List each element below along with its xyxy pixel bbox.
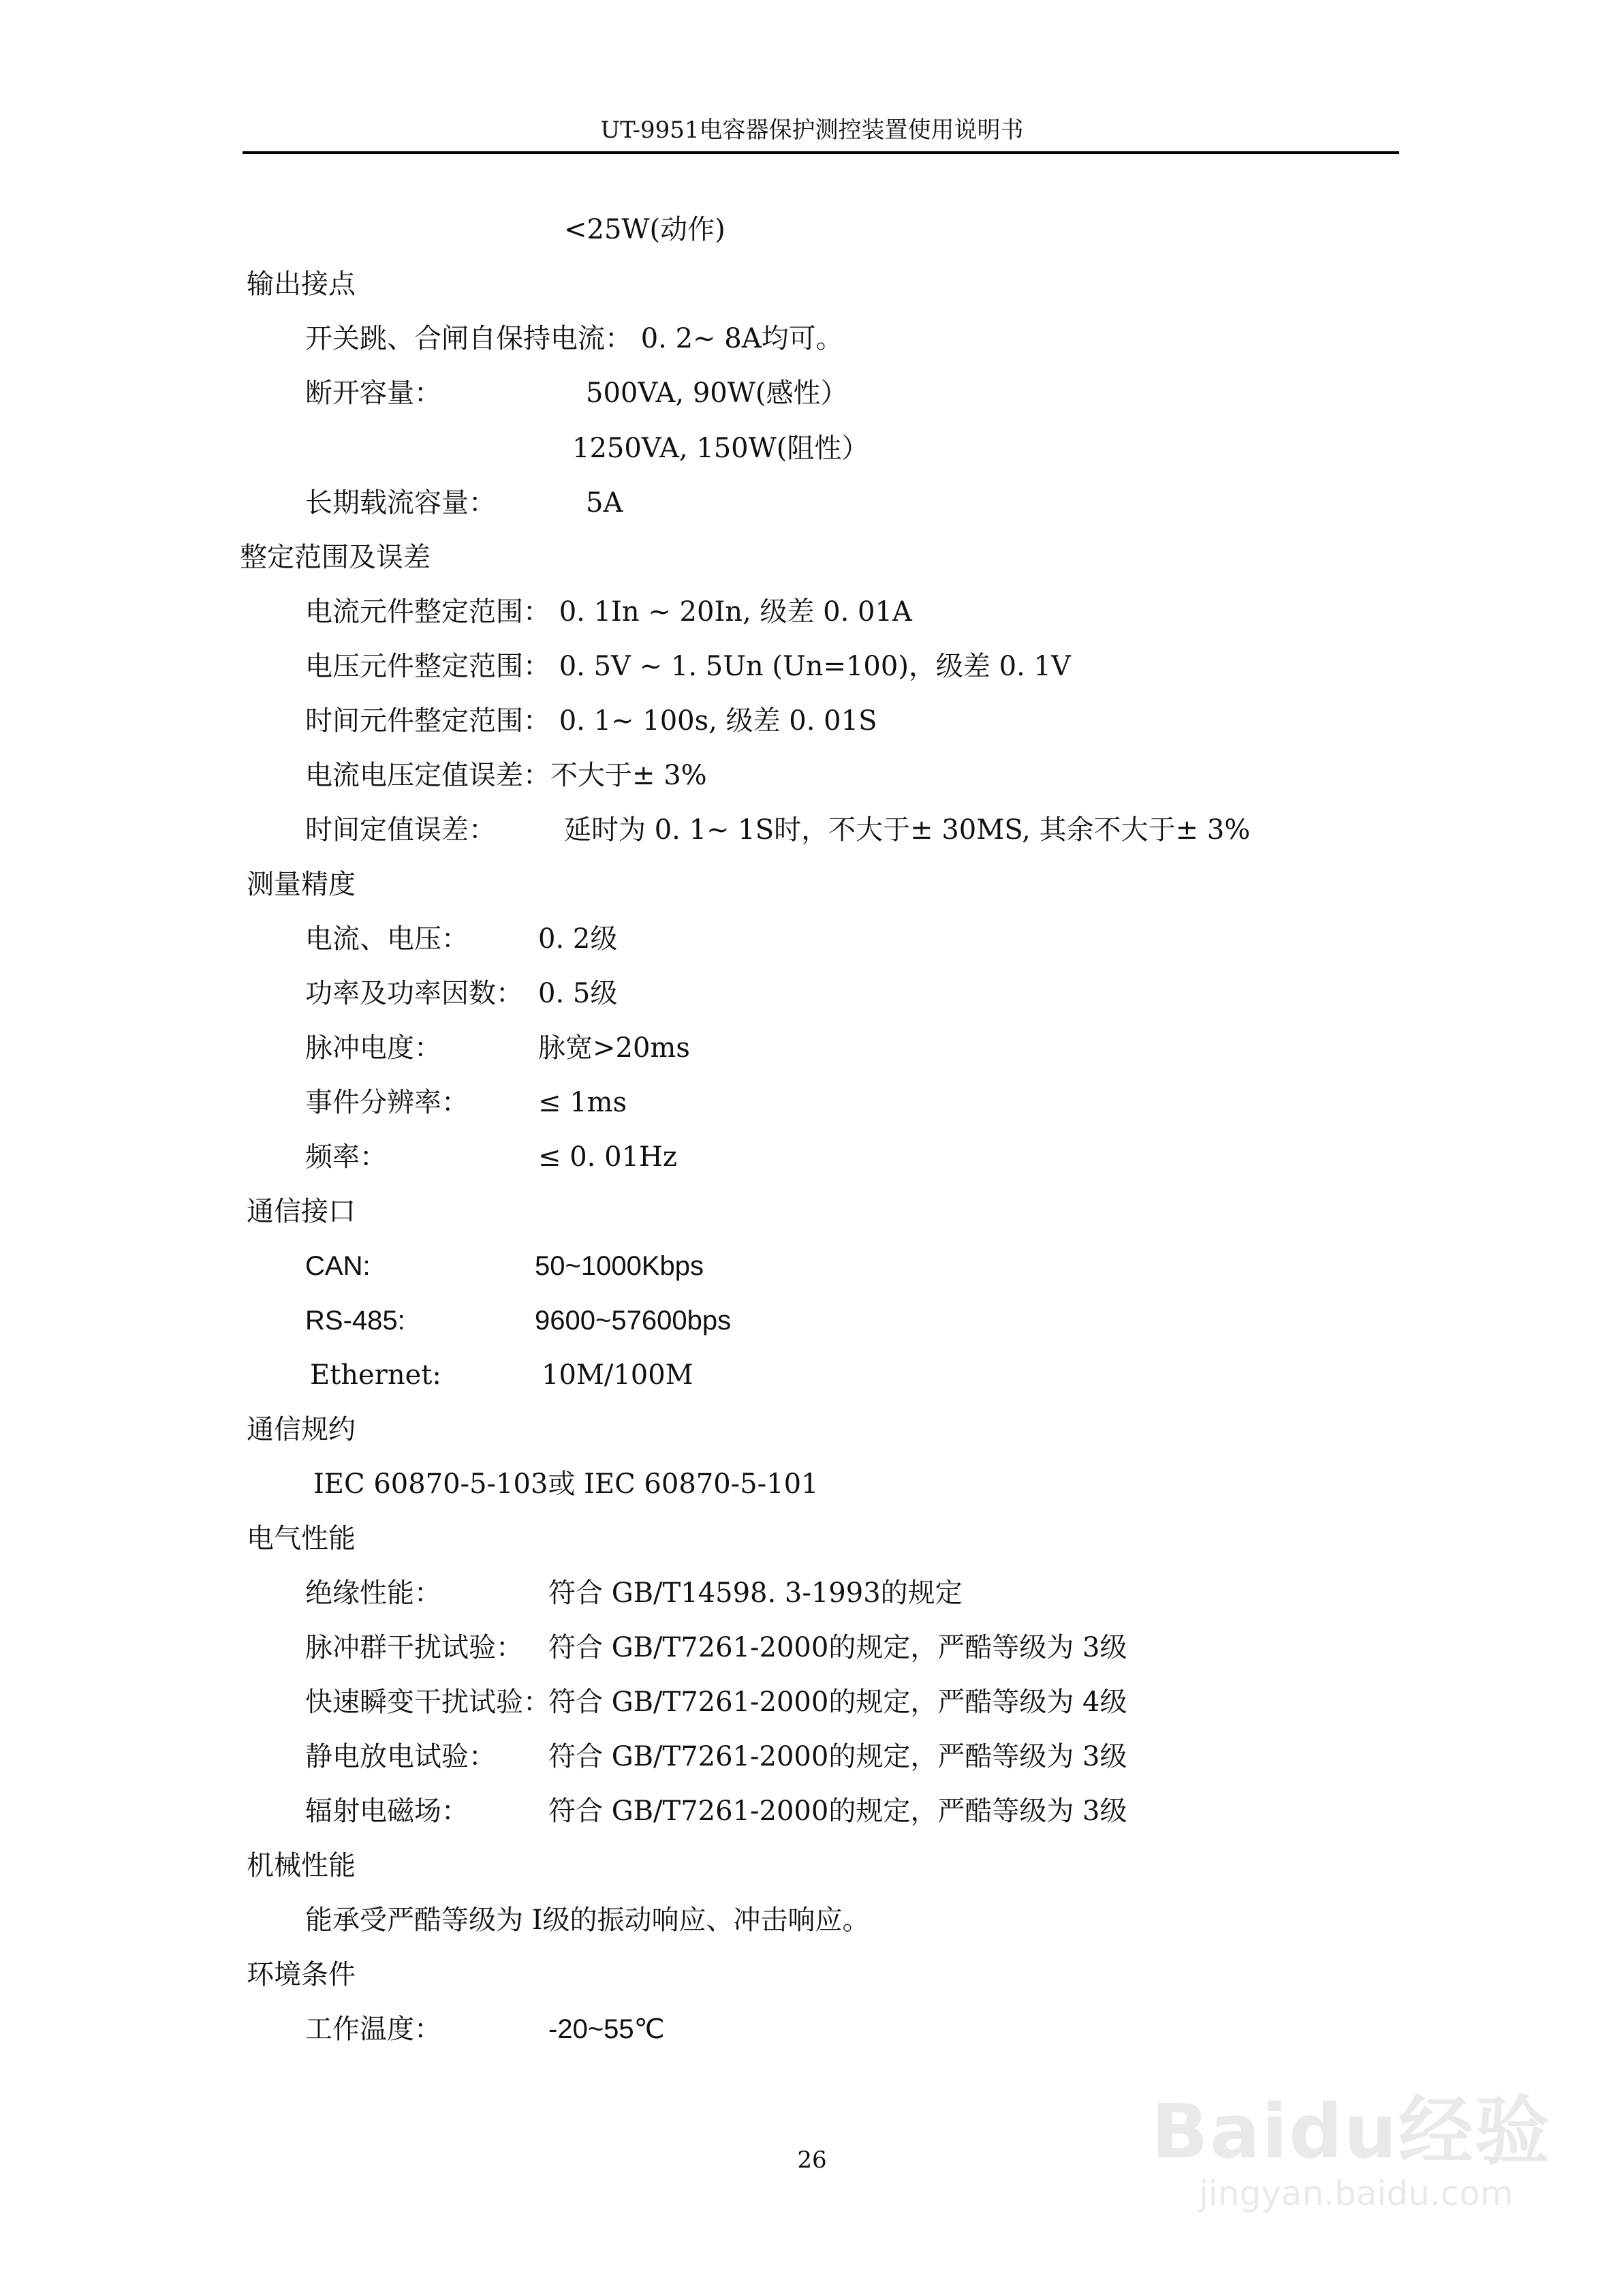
environment-temp-label: 工作温度： [305, 2014, 441, 2045]
measure-pulse-val: 脉宽>20ms [538, 1032, 690, 1064]
measure-pf-label: 功率及功率因数： [305, 978, 523, 1009]
comm-rs-val: 9600~57600bps [535, 1306, 732, 1336]
mechanical-value: 能承受严酷等级为 I级的振动响应、冲击响应。 [305, 1905, 870, 1936]
electrical-esd-label: 静电放电试验： [305, 1741, 496, 1772]
electrical-burst-val: 符合 GB/T7261-2000的规定，严酷等级为 3级 [548, 1632, 1127, 1663]
setting-cv-error: 电流电压定值误差：不大于± 3% [305, 760, 707, 791]
electrical-fast-label: 快速瞬变干扰试验： [305, 1686, 550, 1718]
heading-environment: 环境条件 [247, 1959, 356, 1990]
measure-event-val: ≤ 1ms [538, 1087, 627, 1118]
comm-eth-label: Ethernet: [310, 1359, 441, 1391]
comm-can-val: 50~1000Kbps [535, 1251, 704, 1281]
heading-setting: 整定范围及误差 [240, 542, 431, 573]
comm-rs-label: RS-485: [305, 1306, 405, 1336]
electrical-insul-label: 绝缘性能： [305, 1577, 441, 1609]
environment-temp-val: -20~55℃ [548, 2014, 665, 2044]
heading-measure: 测量精度 [247, 869, 356, 900]
watermark-logo: Baidu经验 [1151, 2088, 1551, 2175]
setting-time-error-val: 延时为 0. 1~ 1S时，不大于± 30MS, 其余不大于± 3% [564, 814, 1251, 846]
electrical-insul-val: 符合 GB/T14598. 3-1993的规定 [548, 1577, 963, 1609]
measure-event-label: 事件分辨率： [305, 1087, 469, 1118]
watermark [1151, 2071, 1560, 2249]
page-header: UT-9951电容器保护测控装置使用说明书 [600, 117, 1024, 144]
measure-freq-val: ≤ 0. 01Hz [538, 1141, 677, 1173]
output-long-val: 5A [586, 487, 623, 519]
electrical-rad-val: 符合 GB/T7261-2000的规定，严酷等级为 3级 [548, 1796, 1127, 1827]
measure-freq-label: 频率： [305, 1141, 387, 1173]
setting-time-range: 时间元件整定范围： 0. 1~ 100s, 级差 0. 01S [305, 705, 877, 737]
header-rule [243, 151, 1399, 154]
comm-can-label: CAN: [305, 1251, 371, 1281]
heading-protocol: 通信规约 [247, 1414, 356, 1445]
power-action: <25W(动作) [564, 214, 725, 245]
measure-cv-label: 电流、电压： [305, 923, 469, 955]
heading-comm: 通信接口 [247, 1196, 356, 1227]
output-long-label: 长期载流容量： [305, 487, 496, 519]
heading-electrical: 电气性能 [247, 1523, 356, 1554]
electrical-rad-label: 辐射电磁场： [305, 1796, 469, 1827]
heading-mechanical: 机械性能 [247, 1850, 356, 1881]
measure-cv-val: 0. 2级 [538, 923, 618, 955]
output-break-label: 断开容量： [305, 378, 441, 409]
electrical-fast-val: 符合 GB/T7261-2000的规定，严酷等级为 4级 [548, 1686, 1127, 1718]
setting-time-error-label: 时间定值误差： [305, 814, 496, 846]
measure-pulse-label: 脉冲电度： [305, 1032, 441, 1064]
page-number: 26 [797, 2146, 827, 2174]
electrical-burst-label: 脉冲群干扰试验： [305, 1632, 523, 1663]
setting-voltage-range: 电压元件整定范围： 0. 5V ~ 1. 5Un (Un=100)，级差 0. 1V [305, 651, 1071, 682]
setting-current-range: 电流元件整定范围： 0. 1In ~ 20In, 级差 0. 01A [305, 596, 912, 628]
protocol-value: IEC 60870-5-103或 IEC 60870-5-101 [313, 1468, 819, 1500]
output-break-val1: 500VA, 90W(感性） [586, 378, 848, 409]
watermark-url: jingyan.baidu.com [1199, 2174, 1514, 2213]
electrical-esd-val: 符合 GB/T7261-2000的规定，严酷等级为 3级 [548, 1741, 1127, 1772]
comm-eth-val: 10M/100M [542, 1359, 693, 1391]
measure-pf-val: 0. 5级 [538, 978, 618, 1009]
output-break-val2: 1250VA, 150W(阻性） [572, 433, 869, 464]
output-selfhold: 开关跳、合闸自保持电流： 0. 2~ 8A均可。 [305, 323, 843, 354]
heading-output: 输出接点 [247, 268, 356, 300]
